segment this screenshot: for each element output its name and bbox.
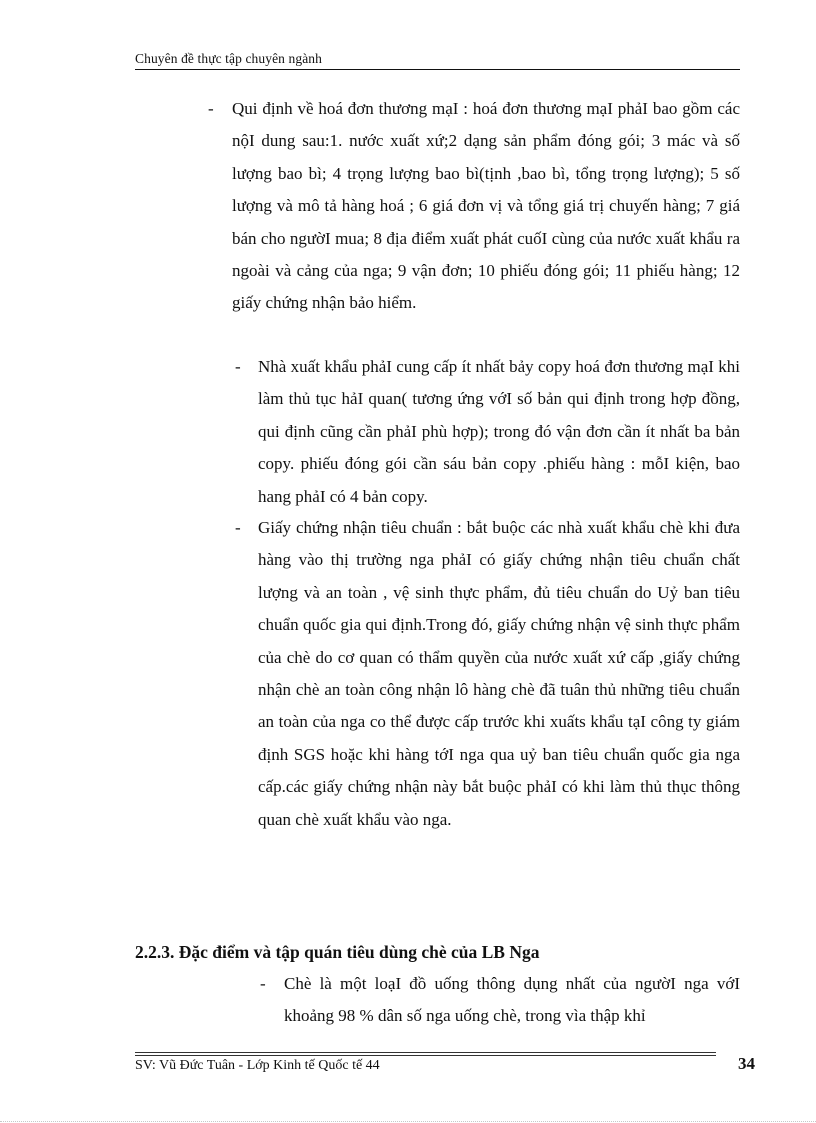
bullet-dash: - [260, 974, 266, 993]
footer-rule [135, 1055, 716, 1056]
bullet-dash: - [235, 357, 241, 376]
header-rule [135, 69, 740, 70]
running-header: Chuyên đề thực tập chuyên ngành [135, 51, 322, 66]
section-heading: 2.2.3. Đặc điểm và tập quán tiêu dùng chè của LB Nga [135, 942, 540, 962]
footer-rule [135, 1052, 716, 1053]
page-number: 34 [738, 1054, 755, 1073]
bullet-dash: - [235, 518, 241, 537]
paragraph-invoice-rules: Qui định về hoá đơn thương mạI : hoá đơn thương mạI phảI bao gồm các nộI dung sau:1. nước xuất xứ;2 dạng sản phẩm đóng gói; 3 mác và số lượng bao bì; 4 trọng lượng bao bì(tịnh ,bao bì, tổng trọng lượng); 5 số lượng và mô tả hàng hoá ; 6 giá đơn vị và tổng giá trị chuyến hàng; 7 giá bán cho ngườI mua; 8 địa điểm xuất phát cuốI cùng của nước xuất khẩu ra ngoài và cảng của nga; 9 vận đơn; 10 phiếu đóng gói; 11 phiếu hàng; 12 giấy chứng nhận bảo hiểm. [232, 99, 740, 313]
bullet-dash: - [208, 99, 214, 118]
paragraph-tea-consumption: Chè là một loạI đồ uống thông dụng nhất của ngườI nga vớI khoảng 98 % dân số nga uống chè, trong vìa thập khỉ [284, 974, 740, 1026]
paragraph-standard-certificate: Giấy chứng nhận tiêu chuẩn : bắt buộc các nhà xuất khẩu chè khi đưa hàng vào thị trường nga phảI có giấy chứng nhận tiêu chuẩn chất lượng và an toàn , vệ sinh thực phẩm, đủ tiêu chuẩn do Uỷ ban tiêu chuẩn quốc gia qui định.Trong đó, giấy chứng nhận vệ sinh thực phẩm của chè do cơ quan có thẩm quyền của nước xuất xứ cấp ,giấy chứng nhận chè an toàn công nhận lô hàng chè đã tuân thủ những tiêu chuẩn an toàn của nga co thể được cấp trước khi xuấts khẩu tạI công ty giám định SGS hoặc khi hàng tớI nga qua uỷ ban tiêu chuẩn quốc gia nga cấp.các giấy chứng nhận này bắt buộc phảI có khi làm thủ thục thông quan chè xuất khẩu vào nga. [258, 518, 740, 829]
paragraph-exporter-copies: Nhà xuất khẩu phảI cung cấp ít nhất bảy copy hoá đơn thương mạI khi làm thủ tục hảI quan( tương ứng vớI số bản qui định trong hợp đồng, qui định cũng cần phảI phù hợp); trong đó vận đơn cần ít nhất ba bản copy. phiếu đóng gói cần sáu bản copy .phiếu hàng : mỗI kiện, bao hang phảI có 4 bản copy. [258, 357, 740, 506]
page-bottom-divider [0, 1121, 816, 1122]
footer-author: SV: Vũ Đức Tuân - Lớp Kinh tế Quốc tế 44 [135, 1058, 380, 1073]
